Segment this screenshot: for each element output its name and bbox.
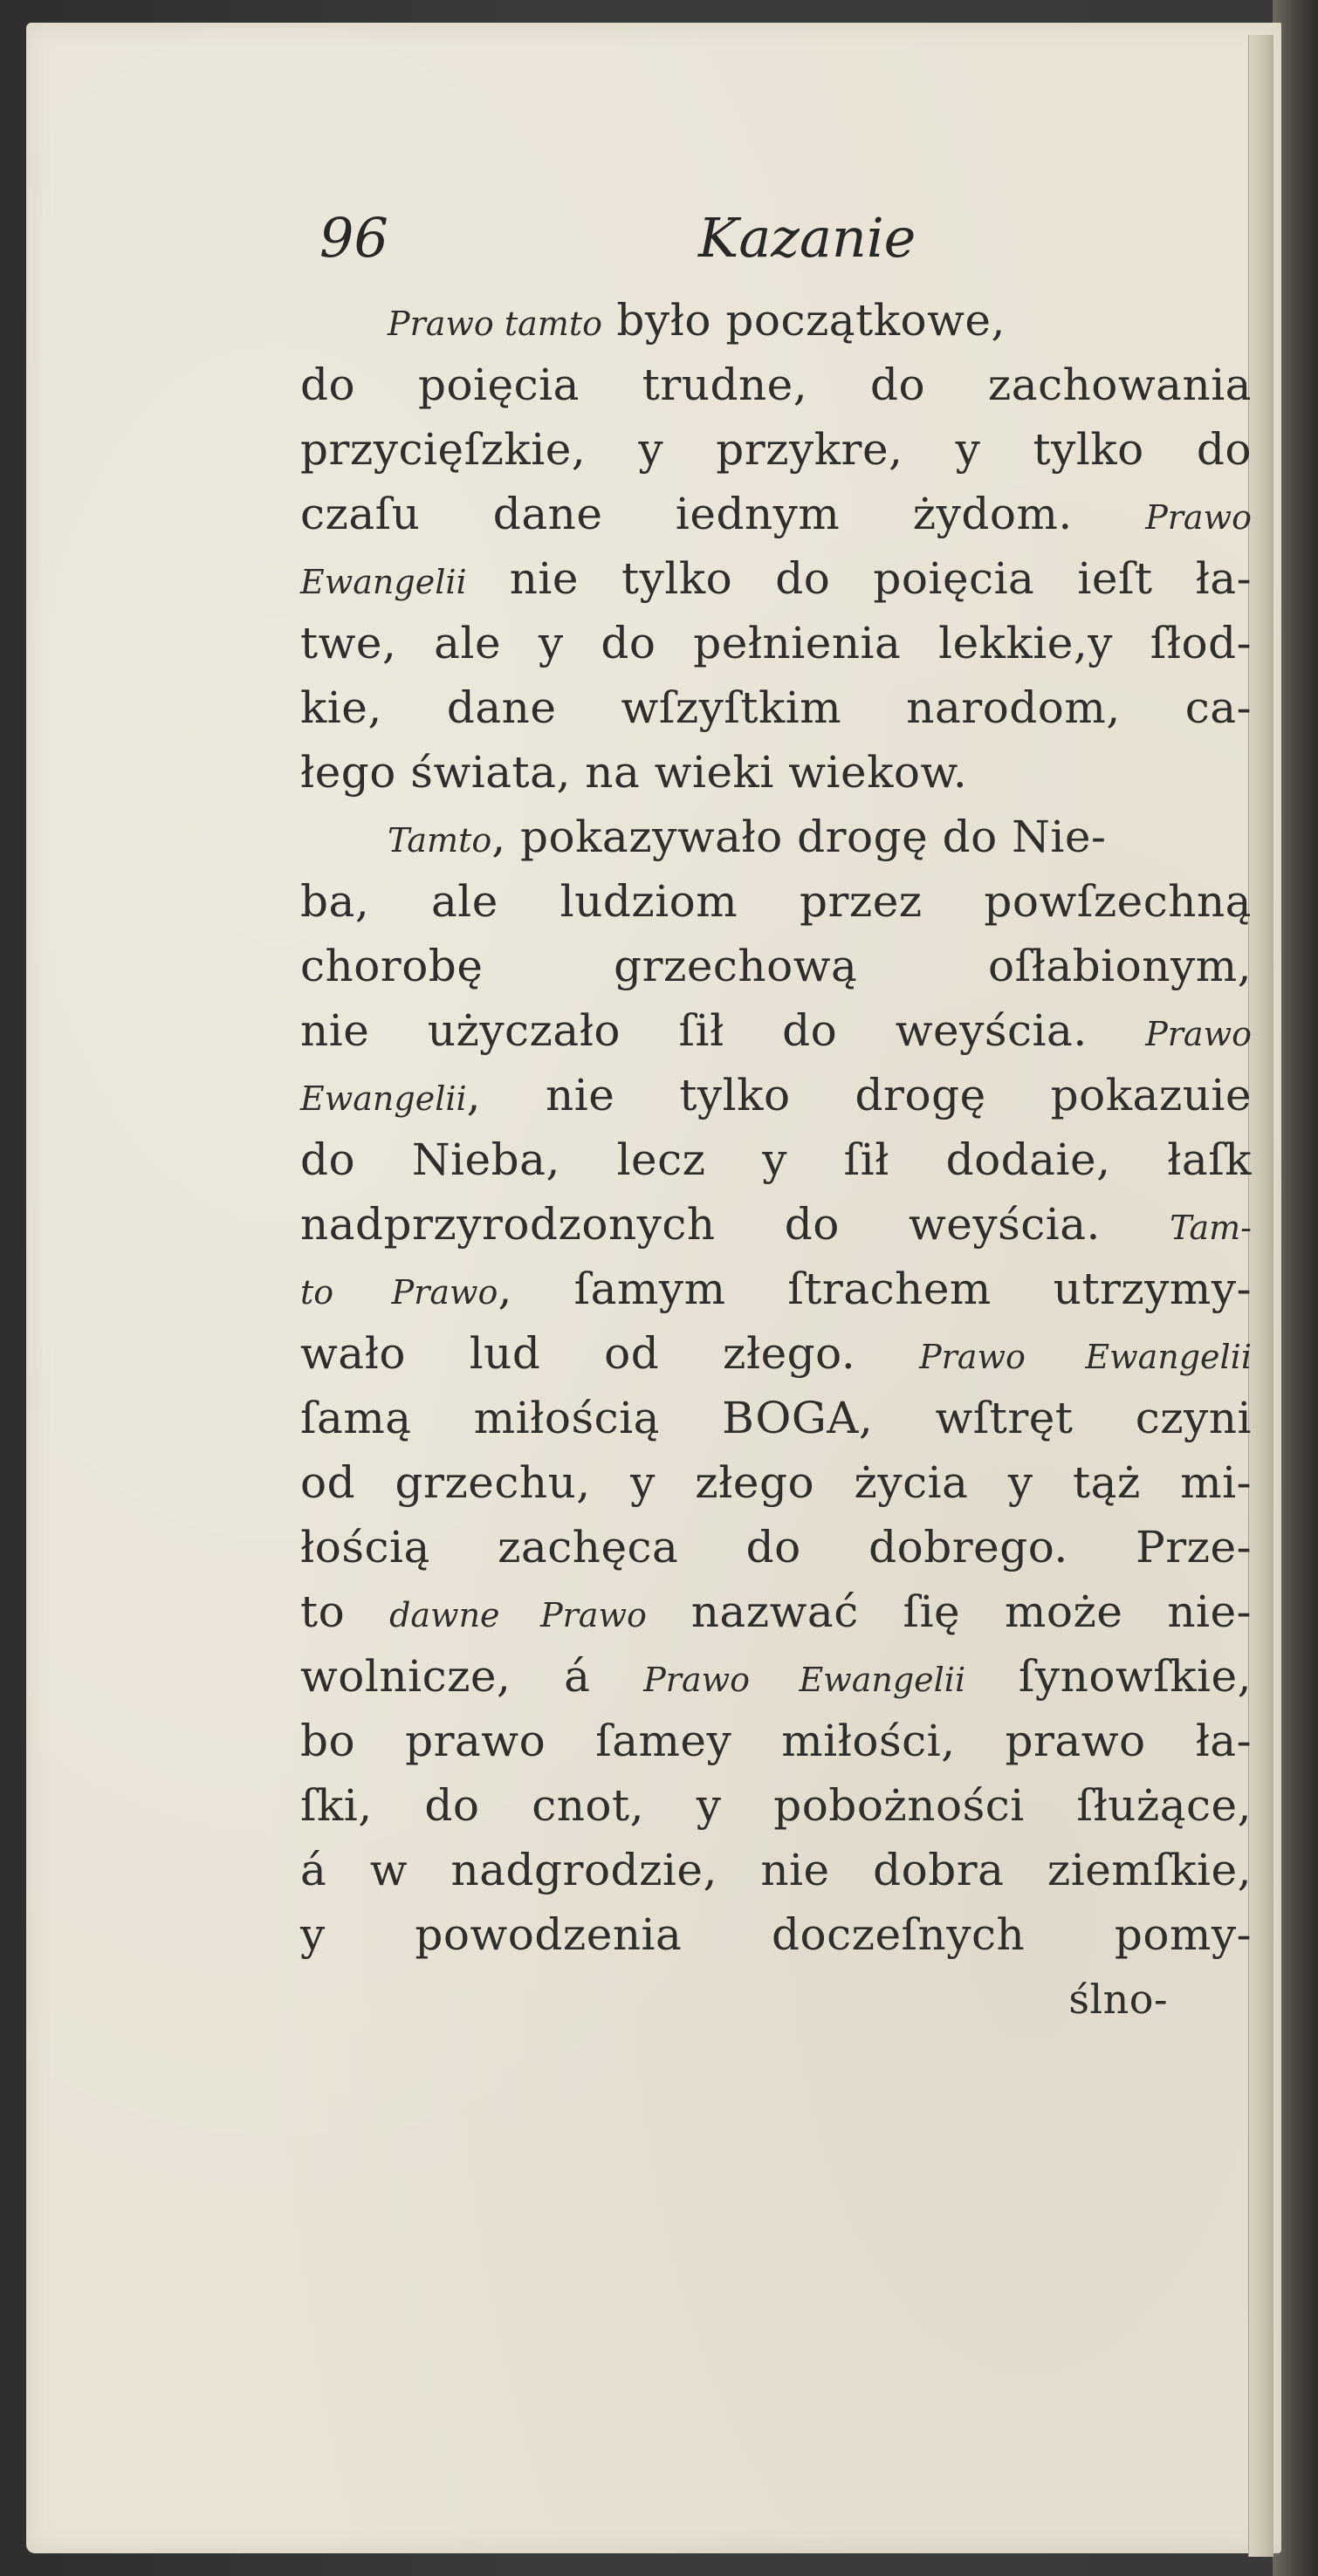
text-segment: , pokazywało drogę do Nie- — [491, 812, 1107, 862]
text-segment: do Nieba, lecz y ſił dodaie, łaſk — [300, 1134, 1252, 1185]
text-line-11 — [300, 934, 1252, 998]
text-segment: y powodzenia doczeſnych pomy- — [300, 1909, 1252, 1960]
text-line-7 — [300, 675, 1252, 740]
italic-segment: to Prawo — [300, 1273, 498, 1312]
text-line-19 — [300, 1450, 1252, 1515]
italic-segment: Prawo Ewangelii — [643, 1661, 966, 1699]
text-line-4 — [300, 482, 1252, 546]
text-segment: łością zachęca do dobrego. Prze- — [300, 1522, 1252, 1572]
text-segment: było początkowe, — [601, 295, 1006, 346]
text-line-2 — [300, 353, 1252, 417]
text-segment: ſki, do cnot, y pobożności ſłużące, — [300, 1780, 1252, 1831]
text-segment: nazwać ſię może nie- — [646, 1586, 1252, 1637]
text-line-18 — [300, 1386, 1252, 1450]
text-line-13 — [300, 1063, 1252, 1127]
page-number: 96 — [319, 206, 388, 270]
italic-segment: dawne Prawo — [389, 1596, 647, 1634]
text-line-17 — [300, 1321, 1252, 1386]
text-line-10 — [300, 869, 1252, 934]
italic-segment: Ewangelii — [300, 1079, 467, 1118]
text-line-12 — [300, 998, 1252, 1063]
italic-segment: Ewangelii — [300, 563, 467, 601]
text-line-22 — [300, 1644, 1252, 1709]
text-segment: á w nadgrodzie, nie dobra ziemſkie, — [300, 1845, 1252, 1895]
text-line-8 — [300, 740, 1252, 805]
text-segment: czaſu dane iednym żydom. — [300, 489, 1146, 539]
text-segment: , ſamym ſtrachem utrzymy- — [498, 1264, 1252, 1314]
text-line-26 — [300, 1902, 1252, 1967]
text-line-23 — [300, 1709, 1252, 1773]
text-segment: ſynowſkie, — [965, 1651, 1253, 1702]
text-line-3 — [300, 417, 1252, 482]
italic-segment: Tamto — [388, 821, 492, 860]
text-line-25 — [300, 1838, 1252, 1902]
text-line-16 — [300, 1257, 1252, 1321]
text-segment: , nie tylko drogę pokazuie — [466, 1070, 1252, 1120]
text-segment: twe, ale y do pełnienia lekkie,y ſłod- — [300, 618, 1252, 668]
text-line-20 — [300, 1515, 1252, 1579]
text-segment: nie tylko do poięcia ieſt ła- — [466, 553, 1252, 604]
text-segment: ba, ale ludziom przez powſzechną — [300, 876, 1252, 927]
text-segment: łego świata, na wieki wiekow. — [300, 747, 968, 798]
italic-segment: Tam- — [1170, 1209, 1252, 1247]
text-line-1 — [300, 288, 1252, 353]
running-head: Kazanie — [698, 206, 916, 270]
italic-segment: Prawo tamto — [388, 305, 602, 343]
text-segment: ſamą miłością BOGA, wſtręt czyni — [300, 1393, 1252, 1443]
page-header — [319, 206, 1236, 284]
text-segment: do poięcia trudne, do zachowania — [300, 360, 1252, 410]
text-segment: od grzechu, y złego życia y tąż mi- — [300, 1457, 1252, 1508]
text-segment: chorobę grzechową oſłabionym, — [300, 941, 1252, 991]
text-segment: to — [300, 1586, 390, 1637]
text-line-5 — [300, 546, 1252, 611]
text-line-9 — [300, 805, 1252, 869]
text-segment: wało lud od złego. — [300, 1328, 920, 1379]
italic-segment: Prawo — [1145, 498, 1252, 537]
text-segment: kie, dane wſzyſtkim narodom, ca- — [300, 682, 1252, 733]
body-text — [300, 288, 1252, 2031]
text-segment: bo prawo ſamey miłości, prawo ła- — [300, 1716, 1252, 1766]
catchword: ślno- — [1068, 1976, 1168, 2023]
text-line-6 — [300, 611, 1252, 675]
text-segment: przycięſzkie, y przykre, y tylko do — [300, 424, 1252, 475]
text-segment: nadprzyrodzonych do weyścia. — [300, 1199, 1170, 1250]
text-line-14 — [300, 1127, 1252, 1192]
text-line-21 — [300, 1579, 1252, 1644]
text-line-15 — [300, 1192, 1252, 1257]
italic-segment: Prawo — [1145, 1015, 1252, 1053]
text-line-24 — [300, 1773, 1252, 1838]
text-segment: nie użyczało ſił do weyścia. — [300, 1005, 1146, 1056]
text-segment: wolnicze, á — [300, 1651, 644, 1702]
italic-segment: Prawo Ewangelii — [919, 1338, 1252, 1376]
page-edge — [1248, 35, 1273, 2557]
